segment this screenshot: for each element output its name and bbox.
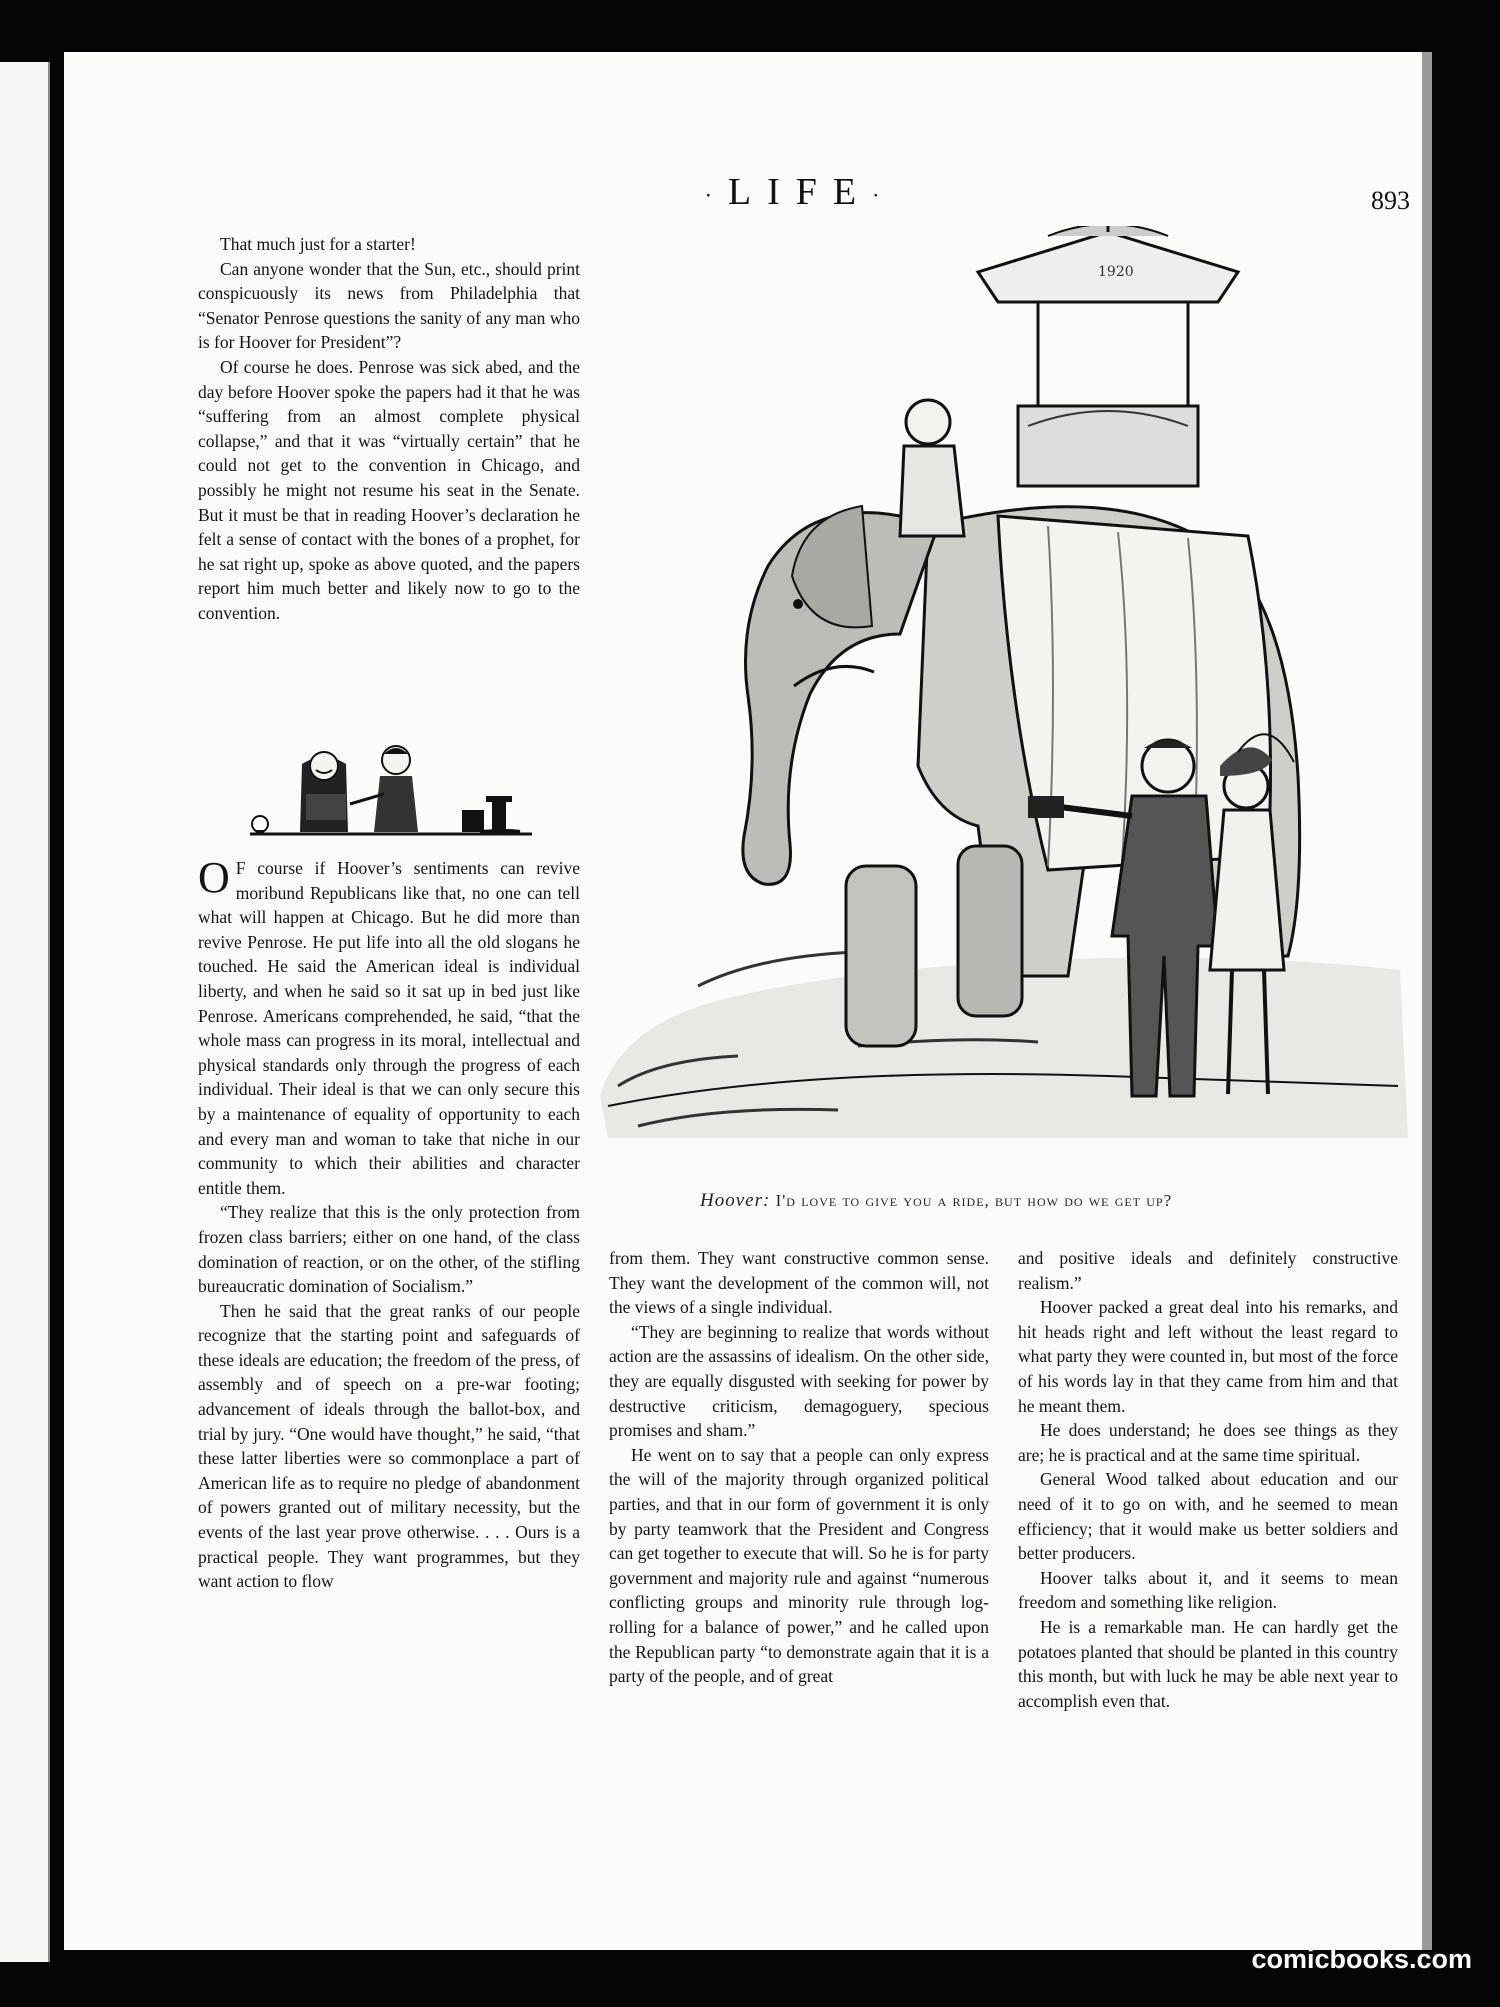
paragraph: O F course if Hoover’s sentiments can revive moribund Republicans like that, no one can tell what will happen at Chicago. But he did more than revive Penrose. He put life into all the old slogans he touched. He said the American ideal is individual liberty, and when he said so it sat up in bed just like Penrose. Americans comprehended, he said, “that the whole mass can progress in its moral, intellectual and physical standards only through the progress of each individual. Their ideal is that we can only secure this by a maintenance of equality of opportunity to each and every man and woman to take that niche in our community to which their abilities and character entitle them.: [198, 853, 580, 1198]
elephant-cartoon-illustration: [598, 226, 1410, 1172]
vignette-illustration: [246, 738, 536, 840]
caption-speaker: Hoover:: [700, 1190, 771, 1211]
paragraph: and positive ideals and definitely constructive realism.”: [1018, 1248, 1398, 1293]
paragraph: Can anyone wonder that the Sun, etc., should print conspicuously its news from Philadelphia that “Senator Penrose questions the sanity of any man who is for Hoover for President”?: [198, 258, 580, 353]
paragraph: Hoover talks about it, and it seems to mean freedom and something like religion.: [1018, 1567, 1398, 1613]
paragraph: General Wood talked about education and our need of it to go on with, and he seemed to mean efficiency; that it would make us better soldiers and better producers.: [1018, 1469, 1398, 1564]
paragraph: He is a remarkable man. He can hardly get the potatoes planted that should be planted in this country this month, but with luck he may be able next year to accomplish even that.: [1018, 1616, 1398, 1711]
paragraph: That much just for a starter!: [220, 234, 416, 254]
masthead-title: ·LIFE·: [704, 171, 896, 213]
adjacent-page-edge: [0, 62, 50, 1962]
paragraph: “They realize that this is the only protection from frozen class barriers; either on one hand, of the class domination of reaction, or on the other, of the stifling bureaucratic domination of Socialism.”: [198, 1202, 580, 1297]
paragraph: Of course he does. Penrose was sick abed, and the day before Hoover spoke the papers had it that he was “suffering from an almost complete physical collapse,” and that it was “virtually certain” that he could not get to the convention in Chicago, and possibly he might not resume his seat in the Senate. But it must be that in reading Hoover’s declaration he felt a sense of contact with the bones of a prophet, for he sat right up, spoke as above quoted, and the papers report him much better and likely now to go to the convention.: [198, 356, 580, 623]
cartoon-caption: [700, 1190, 1400, 1212]
paragraph: Then he said that the great ranks of our people recognize that the starting point and safeguards of these ideals are education; the freedom of the press, of assembly and of speech on a pre-war footing; advancement of ideals through the ballot-box, and trial by jury. “One would have thought,” he said, “that these latter liberties were so commonplace a part of American life as to require no pledge of abandonment of powers granted out of military necessity, but the events of the last year prove otherwise. . . . Ours is a practical people. They want programmes, but they want action to flow: [198, 1300, 580, 1592]
left-column-bottom: [198, 853, 580, 1594]
paragraph: He went on to say that a people can only express the will of the majority through organized political parties, and that in our form of government it is only by party teamwork that the President and Congress can get together to execute that will. So he is for party government and majority rule and against “numerous conflicting groups and minority rule through log-rolling for a balance of power,” and he called upon the Republican party “to demonstrate again that it is a party of the people, and of great: [609, 1444, 989, 1687]
site-watermark: comicbooks.com: [1251, 1944, 1472, 1974]
right-column: [1018, 1246, 1398, 1713]
paragraph: Hoover packed a great deal into his remarks, and hit heads right and left without the least regard to what party they were counted in, but most of the force of his words lay in that they came from him and that he meant them.: [1018, 1297, 1398, 1416]
page-number: 893: [1371, 186, 1410, 215]
middle-column: [609, 1246, 989, 1689]
paragraph: He does understand; he does see things as they are; he is practical and at the same time spiritual.: [1018, 1420, 1398, 1465]
paragraph: from them. They want constructive common sense. They want the development of the common will, not the views of a single individual.: [609, 1248, 989, 1318]
canopy-mark: 1920: [1098, 264, 1134, 280]
paragraph: “They are beginning to realize that words without action are the assassins of idealism. On the other side, they are equally disgusted with seeking for power by destructive criticism, demagoguery, specious promises and sham.”: [609, 1321, 989, 1441]
left-column-top: [198, 232, 580, 626]
drop-cap: O: [198, 853, 230, 902]
caption-text: I'd love to give you a ride, but how do we get up?: [775, 1191, 1173, 1210]
